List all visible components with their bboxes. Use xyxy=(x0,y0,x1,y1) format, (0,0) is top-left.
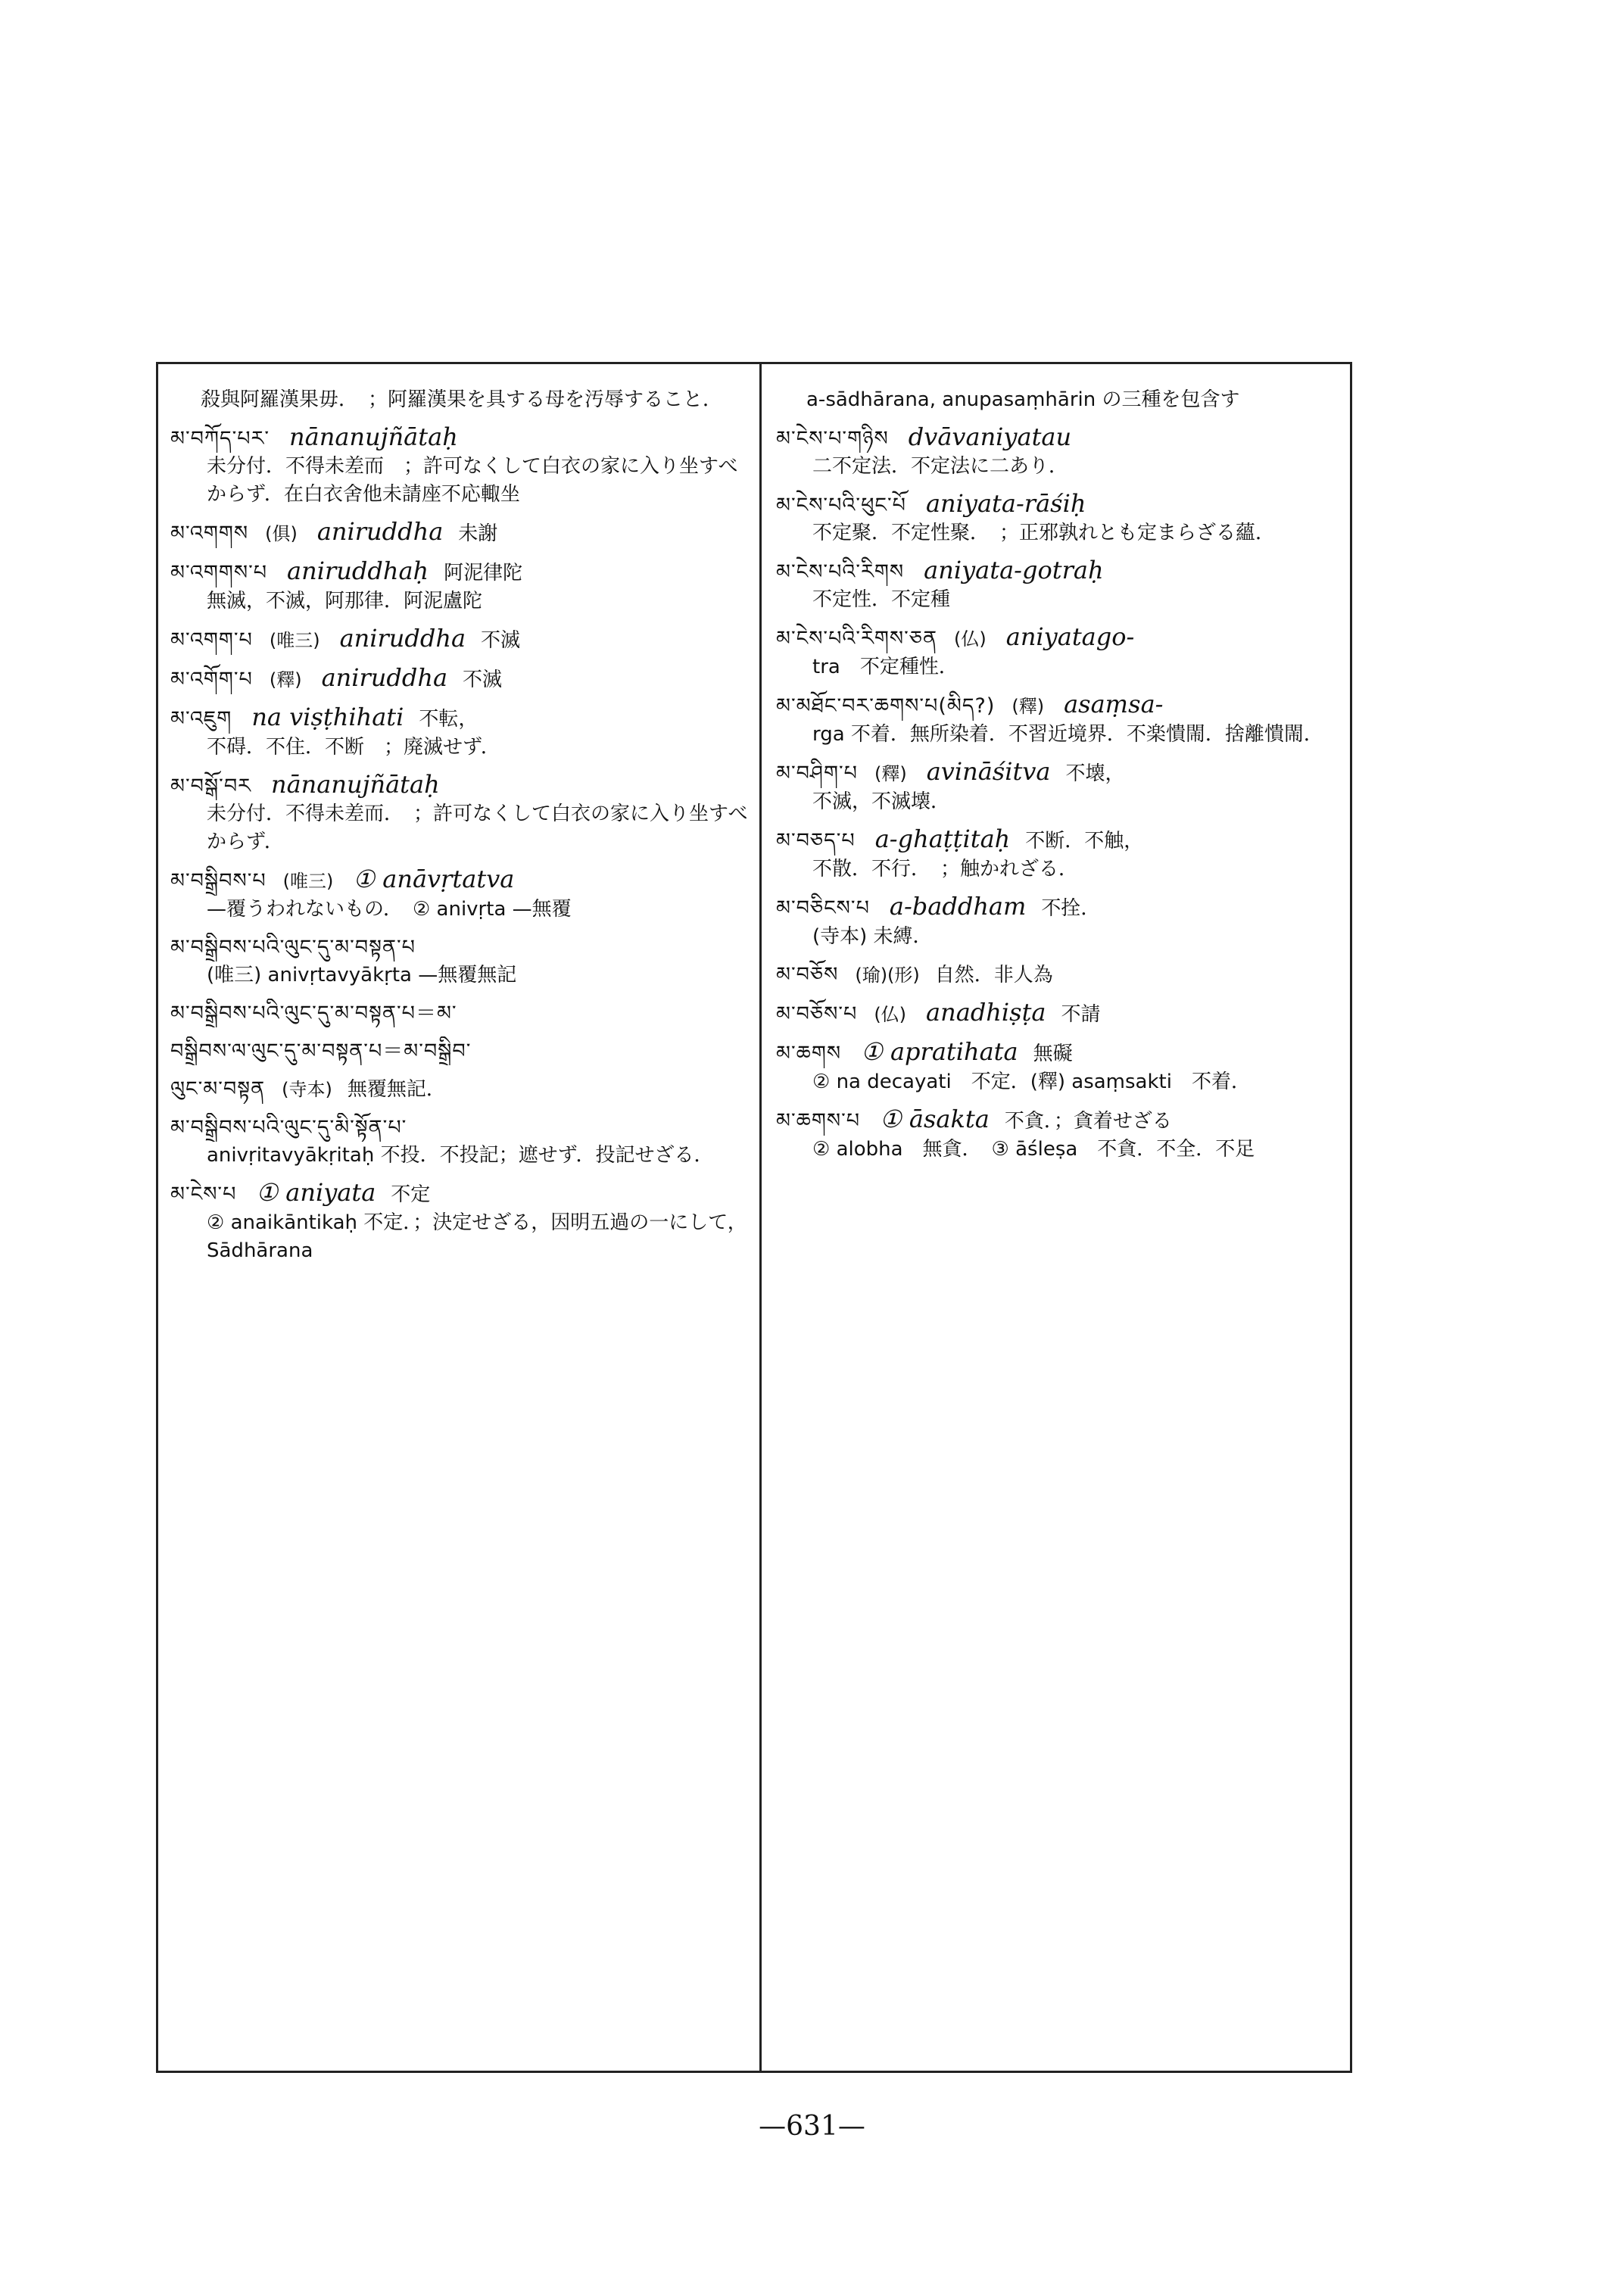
sanskrit-term: aniruddha xyxy=(321,664,448,692)
entry-definition: 不定性．不定種 xyxy=(812,588,951,611)
tibetan-headword: མ་འགགས xyxy=(170,522,249,545)
entry-definition: rga 不着．無所染着．不習近境界．不楽憒閙．捨離憒閙． xyxy=(812,723,1323,746)
tibetan-headword: མ་མཐོང་བར་ཆགས་པ(མིད?) xyxy=(776,694,996,718)
entry-headline xyxy=(170,518,750,548)
source-tag: (唯三) xyxy=(282,871,334,892)
dictionary-entry xyxy=(776,758,1344,816)
tibetan-headword: མ་ངེས་པ་གཉིས xyxy=(776,427,889,450)
entry-definition: 不滅，不滅壊． xyxy=(812,790,951,813)
entry-headline xyxy=(776,1038,1344,1068)
japanese-gloss: 不滅 xyxy=(463,669,503,691)
dictionary-entry xyxy=(776,386,1344,414)
dictionary-entry xyxy=(170,1036,750,1065)
left-column xyxy=(170,386,750,1274)
source-tag: (釋) xyxy=(1011,696,1045,717)
japanese-gloss: 不壊， xyxy=(1065,762,1125,785)
entry-headline xyxy=(170,557,750,588)
entry-definition: a-sādhārana, anupasaṃhārin の三種を包含す xyxy=(806,388,1240,411)
sanskrit-term: ① apratihata xyxy=(861,1038,1018,1066)
tibetan-headword: མ་འཇུག xyxy=(170,707,232,731)
tibetan-headword: མ་བཅོས་པ xyxy=(776,1002,858,1026)
japanese-gloss: 無覆無記． xyxy=(347,1078,446,1101)
tibetan-headword: མ་བཀོད་པར་ xyxy=(170,427,270,450)
tibetan-headword: མ་ངེས་པའི་རིགས་ཅན xyxy=(776,627,937,650)
sanskrit-term: asaṃsa- xyxy=(1064,690,1164,718)
entry-headline xyxy=(170,999,750,1027)
tibetan-headword: མ་བཅད་པ xyxy=(776,829,856,852)
dictionary-entry xyxy=(170,999,750,1027)
entry-definition: —覆うわれないもの． ② anivṛta —無覆 xyxy=(207,898,572,921)
entry-headline xyxy=(170,1036,750,1065)
entry-headline xyxy=(776,423,1344,453)
tibetan-headword: མ་འགག་པ xyxy=(170,628,253,652)
entry-headline xyxy=(776,690,1344,721)
entry-headline xyxy=(776,490,1344,519)
source-tag: (寺本) xyxy=(282,1079,332,1100)
tibetan-headword: མ་བཤིག་པ xyxy=(776,762,858,785)
entry-headline xyxy=(776,825,1344,856)
dictionary-entry xyxy=(776,825,1344,884)
entry-definition: 殺與阿羅漢果毋． ；阿羅漢果を具する母を汚辱すること． xyxy=(201,388,723,411)
entry-headline xyxy=(776,1105,1344,1136)
dictionary-entry xyxy=(776,690,1344,749)
dictionary-entry xyxy=(170,557,750,616)
entry-headline xyxy=(170,933,750,962)
entry-definition: 不散．不行． ；触かれざる． xyxy=(812,858,1079,881)
dictionary-entry xyxy=(170,423,750,509)
entry-headline xyxy=(170,703,750,734)
tibetan-headword: མ་བསྒྲིབས་པའི་ལུང་དུ་མ་བསྟན་པ xyxy=(170,936,416,959)
tibetan-headword: མ་ཆགས་པ xyxy=(776,1109,861,1133)
source-tag: (唯三) xyxy=(269,630,320,651)
entry-definition: ② na decayati 不定．(釋) asaṃsakti 不着． xyxy=(812,1071,1251,1093)
column-divider xyxy=(759,362,762,2073)
dictionary-entry xyxy=(776,960,1344,990)
dictionary-entry xyxy=(776,1105,1344,1164)
tibetan-headword: མ་འགགས་པ xyxy=(170,561,268,584)
tibetan-headword: བསྒྲིབས་ལ་ལུང་དུ་མ་བསྟན་པ＝མ་བསྒྲིབ་ xyxy=(170,1039,472,1063)
entry-definition: 未分付．不得未差而． ；許可なくして白衣の家に入り坐すべからず． xyxy=(207,803,748,853)
sanskrit-term: aniyata-gotraḥ xyxy=(924,556,1104,584)
entry-definition: (唯三) anivṛtavyākṛta —無覆無記 xyxy=(207,964,517,986)
sanskrit-term: a-baddham xyxy=(889,893,1027,921)
tibetan-headword: མ་བཅིངས་པ xyxy=(776,896,870,920)
entry-headline xyxy=(170,1113,750,1142)
entry-definition: tra 不定種性． xyxy=(812,656,959,678)
sanskrit-term: nānanujñātaḥ xyxy=(289,423,458,451)
dictionary-entry xyxy=(170,386,750,414)
dictionary-entry xyxy=(776,423,1344,481)
sanskrit-term: ① aniyata xyxy=(256,1179,376,1207)
dictionary-entry xyxy=(170,1179,750,1265)
entry-headline xyxy=(170,1074,750,1104)
japanese-gloss: 不滅 xyxy=(481,629,521,652)
entry-definition: ② anaikāntikaḥ 不定．；決定せざる，因明五過の一にして，Sādhārana xyxy=(207,1211,747,1262)
entry-headline xyxy=(170,423,750,453)
dictionary-entry xyxy=(776,1038,1344,1096)
dictionary-entry xyxy=(776,490,1344,547)
japanese-gloss: 未謝 xyxy=(458,522,498,545)
sanskrit-term: aniruddhaḥ xyxy=(287,557,429,585)
entry-headline xyxy=(170,865,750,896)
tibetan-headword: མ་འགོག་པ xyxy=(170,668,253,691)
entry-headline xyxy=(170,664,750,694)
dictionary-entry xyxy=(170,625,750,655)
dictionary-entry xyxy=(170,1113,750,1170)
sanskrit-term: avināśitva xyxy=(926,758,1051,786)
source-tag: (瑜)(形) xyxy=(855,965,920,986)
dictionary-entry xyxy=(170,933,750,990)
tibetan-headword: མ་ངེས་པའི་ཕུང་པོ xyxy=(776,494,906,517)
japanese-gloss: 無礙 xyxy=(1033,1043,1073,1065)
dictionary-entry xyxy=(776,999,1344,1029)
tibetan-headword: མ་བསྒྲིབས་པའི་ལུང་དུ་མི་སྟོན་པ་ xyxy=(170,1116,407,1139)
entry-definition: 無滅，不滅，阿那律．阿泥盧陀 xyxy=(207,590,483,612)
entry-definition: 二不定法．不定法に二あり． xyxy=(812,455,1069,478)
source-tag: (仏) xyxy=(954,628,987,650)
dictionary-entry xyxy=(170,518,750,548)
page-number: —631— xyxy=(759,2111,865,2142)
source-tag: (釋) xyxy=(874,763,907,784)
entry-headline xyxy=(776,960,1344,990)
entry-headline xyxy=(776,999,1344,1029)
sanskrit-term: ① āsakta xyxy=(880,1105,990,1133)
japanese-gloss: 不拴． xyxy=(1041,897,1101,920)
dictionary-entry xyxy=(170,703,750,762)
entry-headline xyxy=(170,625,750,655)
entry-headline xyxy=(776,758,1344,788)
tibetan-headword: མ་བསྒྲིབས་པ xyxy=(170,869,267,893)
dictionary-entry xyxy=(776,556,1344,614)
source-tag: (釋) xyxy=(269,669,302,690)
entry-definition: (寺本) 未縛． xyxy=(812,925,933,948)
tibetan-headword: མ་ཆགས xyxy=(776,1042,842,1065)
entry-headline xyxy=(776,893,1344,923)
entry-headline xyxy=(170,1179,750,1209)
japanese-gloss: 自然．非人為 xyxy=(934,964,1053,986)
tibetan-headword: མ་བསྒྲིབས་པའི་ལུང་དུ་མ་བསྟན་པ＝མ་ xyxy=(170,1002,457,1025)
tibetan-headword: མ་བཅོས xyxy=(776,963,839,986)
sanskrit-term: aniruddha xyxy=(339,625,466,653)
dictionary-entry xyxy=(776,623,1344,681)
entry-headline xyxy=(776,556,1344,586)
japanese-gloss: 不請 xyxy=(1061,1003,1101,1026)
tibetan-headword: མ་ངེས་པ xyxy=(170,1183,237,1206)
tibetan-headword: མ་ངེས་པའི་རིགས xyxy=(776,560,905,584)
entry-definition: 未分付．不得未差而 ；許可なくして白衣の家に入り坐すべからず．在白衣舍他未請座不応輙坐 xyxy=(207,455,738,506)
tibetan-headword: ལུང་མ་བསྟན xyxy=(170,1077,266,1101)
dictionary-entry xyxy=(170,1074,750,1104)
dictionary-entry xyxy=(170,771,750,856)
sanskrit-term: anadhiṣṭa xyxy=(926,999,1046,1027)
sanskrit-term: a-ghaṭṭitaḥ xyxy=(874,825,1011,853)
japanese-gloss: 不貪．；貪着せざる xyxy=(1004,1110,1172,1133)
entry-definition: 不碍．不住．不断 ；廃滅せず． xyxy=(207,736,500,759)
sanskrit-term: aniruddha xyxy=(316,518,444,546)
right-column xyxy=(776,386,1344,1173)
entry-headline xyxy=(776,623,1344,653)
sanskrit-term: nānanujñātaḥ xyxy=(270,771,440,799)
entry-definition: anivṛitavyākṛitaḥ 不投．不投記；遮せず．投記せざる． xyxy=(207,1144,714,1167)
sanskrit-term: dvāvaniyatau xyxy=(908,423,1072,451)
sanskrit-term: na viṣṭhihati xyxy=(251,703,404,731)
sanskrit-term: ① anāvṛtatva xyxy=(353,865,515,893)
entry-definition: 不定聚．不定性聚． ；正邪孰れとも定まらざる蘊． xyxy=(812,522,1276,544)
japanese-gloss: 不断．不触， xyxy=(1025,830,1144,852)
source-tag: (仏) xyxy=(874,1004,907,1025)
dictionary-entry xyxy=(170,664,750,694)
sanskrit-term: aniyatago- xyxy=(1005,623,1135,651)
source-tag: (俱) xyxy=(265,523,298,544)
entry-definition: ② alobha 無貪． ③ āśleṣa 不貪．不全．不足 xyxy=(812,1138,1255,1161)
japanese-gloss: 不転， xyxy=(419,708,478,731)
entry-headline xyxy=(170,771,750,800)
dictionary-entry xyxy=(170,865,750,924)
japanese-gloss: 阿泥律陀 xyxy=(444,562,523,584)
dictionary-entry xyxy=(776,893,1344,951)
japanese-gloss: 不定 xyxy=(391,1183,431,1206)
sanskrit-term: aniyata-rāśiḥ xyxy=(925,490,1086,518)
tibetan-headword: མ་བསྒོ་བར xyxy=(170,775,251,798)
